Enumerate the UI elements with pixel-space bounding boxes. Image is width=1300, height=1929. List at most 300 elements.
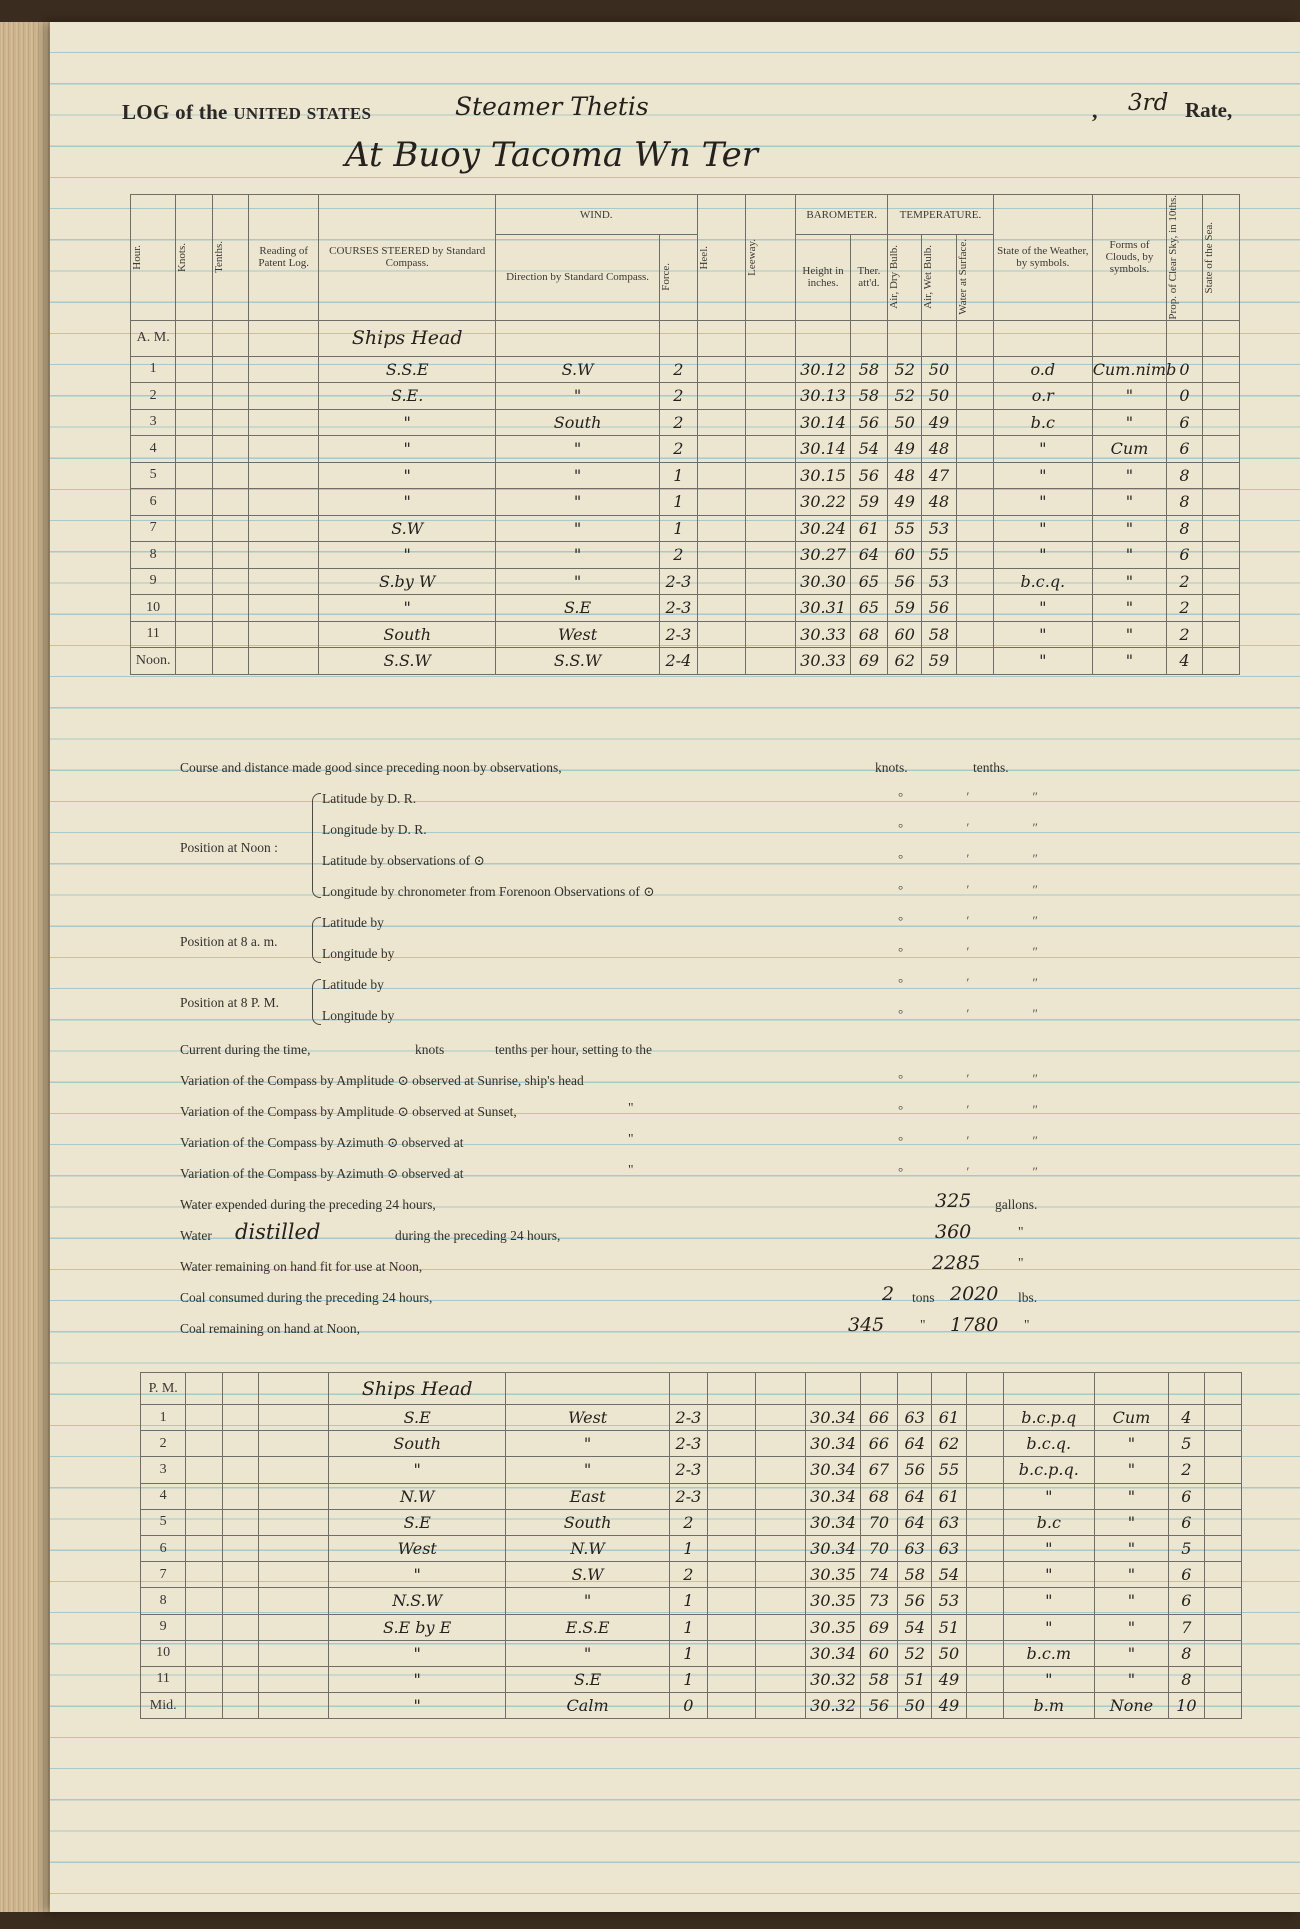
am-wind-force-cell: 2: [660, 356, 697, 383]
am-sea-state-cell: [1202, 648, 1239, 675]
pm-hour-cell: 11: [141, 1666, 186, 1692]
pm-row: [141, 1431, 1242, 1457]
am-clear-sky-cell: 6: [1167, 409, 1202, 436]
am-tenths-cell: [212, 409, 248, 436]
am-wind-direction-cell: ": [495, 568, 659, 595]
pm-clear-sky-cell: 10: [1169, 1693, 1204, 1719]
pm-weather-cell: ": [1003, 1483, 1094, 1509]
pm-leeway-cell: [755, 1535, 805, 1561]
pm-patent-log-cell: [258, 1614, 329, 1640]
pm-weather-cell: b.c.p.q.: [1003, 1457, 1094, 1483]
pm-hour-cell: 5: [141, 1509, 186, 1535]
pm-heel-cell: [707, 1693, 755, 1719]
water-distilled-rest: during the preceding 24 hours,: [395, 1228, 561, 1243]
am-clouds-cell: ": [1092, 489, 1167, 516]
pm-water-surface-cell: [966, 1535, 1003, 1561]
am-sea-state-cell: [1202, 515, 1239, 542]
pm-clouds-cell: ": [1094, 1483, 1169, 1509]
pm-tenths-cell: [222, 1693, 258, 1719]
pm-tenths-cell: [222, 1431, 258, 1457]
am-row: [131, 356, 1240, 383]
pm-course-cell: West: [329, 1535, 505, 1561]
pm-tenths-cell: [222, 1509, 258, 1535]
am-clouds-cell: ": [1092, 542, 1167, 569]
am-ther-attd-cell: 61: [850, 515, 887, 542]
pm-weather-cell: b.c.q.: [1003, 1431, 1094, 1457]
pm-heel-cell: [707, 1535, 755, 1561]
am-wind-direction-cell: ": [495, 383, 659, 410]
pm-wind-direction-cell: S.W: [505, 1562, 669, 1588]
am-wind-force-cell: 2: [660, 409, 697, 436]
pm-wind-direction-cell: West: [505, 1405, 669, 1431]
pm-wind-force-cell: 1: [670, 1614, 707, 1640]
am-clear-sky-cell: 4: [1167, 648, 1202, 675]
pm-tenths-cell: [222, 1457, 258, 1483]
am-course-cell: ": [319, 595, 495, 622]
pm-air-dry-cell: 52: [898, 1640, 932, 1666]
am-heel-cell: [697, 595, 745, 622]
pm-wind-direction-cell: South: [505, 1509, 669, 1535]
pm-water-surface-cell: [966, 1693, 1003, 1719]
am-wind-force-cell: 2: [660, 542, 697, 569]
pm-clear-sky-cell: 6: [1169, 1588, 1204, 1614]
pm-wind-direction-cell: ": [505, 1588, 669, 1614]
pm-ther-attd-cell: 60: [860, 1640, 897, 1666]
water-remaining-ditto: ": [1018, 1255, 1024, 1270]
pm-patent-log-cell: [258, 1457, 329, 1483]
am-wind-force-cell: 2-3: [660, 621, 697, 648]
pm-air-wet-cell: 55: [932, 1457, 966, 1483]
pm-wind-direction-cell: S.E: [505, 1666, 669, 1692]
am-course-cell: ": [319, 436, 495, 463]
col-hour: Hour.: [131, 195, 176, 321]
am-air-wet-cell: 58: [922, 621, 956, 648]
pm-heel-cell: [707, 1431, 755, 1457]
lat-8am-label: Latitude by: [322, 915, 384, 930]
am-ther-attd-cell: 56: [850, 462, 887, 489]
pm-water-surface-cell: [966, 1562, 1003, 1588]
pm-wind-force-cell: 1: [670, 1535, 707, 1561]
am-ther-attd-cell: 58: [850, 383, 887, 410]
am-wind-direction-cell: ": [495, 489, 659, 516]
pm-course-cell: S.E: [329, 1509, 505, 1535]
pm-wind-force-cell: 2: [670, 1562, 707, 1588]
pm-knots-cell: [186, 1666, 222, 1692]
am-air-dry-cell: 62: [888, 648, 922, 675]
pm-weather-cell: ": [1003, 1588, 1094, 1614]
pm-tenths-cell: [222, 1535, 258, 1561]
am-clear-sky-cell: 6: [1167, 436, 1202, 463]
am-heel-cell: [697, 621, 745, 648]
pm-air-dry-cell: 51: [898, 1666, 932, 1692]
am-patent-log-cell: [248, 462, 319, 489]
pm-knots-cell: [186, 1535, 222, 1561]
am-hour-cell: 3: [131, 409, 176, 436]
am-row: [131, 648, 1240, 675]
am-barometer-cell: 30.30: [796, 568, 850, 595]
am-log-rows: [131, 356, 1240, 674]
am-knots-cell: [176, 356, 212, 383]
am-hour-cell: 1: [131, 356, 176, 383]
pm-ther-attd-cell: 66: [860, 1405, 897, 1431]
pm-weather-cell: b.c.m: [1003, 1640, 1094, 1666]
pm-hour-cell: Mid.: [141, 1693, 186, 1719]
var-azimuth2-ditto: ": [628, 1162, 634, 1177]
var-azimuth2-label: Variation of the Compass by Azimuth ⊙ observed at: [180, 1166, 464, 1181]
location-line: At Buoy Tacoma Wn Ter: [345, 135, 758, 175]
pm-ther-attd-cell: 67: [860, 1457, 897, 1483]
am-barometer-cell: 30.33: [796, 621, 850, 648]
am-tenths-cell: [212, 568, 248, 595]
pm-air-wet-cell: 51: [932, 1614, 966, 1640]
am-hour-cell: 9: [131, 568, 176, 595]
pm-row: [141, 1562, 1242, 1588]
pm-ther-attd-cell: 70: [860, 1535, 897, 1561]
pm-course-cell: ": [329, 1693, 505, 1719]
am-patent-log-cell: [248, 436, 319, 463]
pm-patent-log-cell: [258, 1535, 329, 1561]
pm-leeway-cell: [755, 1640, 805, 1666]
am-water-surface-cell: [956, 515, 993, 542]
pm-row: [141, 1483, 1242, 1509]
am-clouds-cell: ": [1092, 621, 1167, 648]
pm-barometer-cell: 30.34: [806, 1483, 860, 1509]
pm-hour-cell: 9: [141, 1614, 186, 1640]
am-water-surface-cell: [956, 383, 993, 410]
pm-leeway-cell: [755, 1431, 805, 1457]
pm-air-dry-cell: 56: [898, 1588, 932, 1614]
am-water-surface-cell: [956, 648, 993, 675]
pm-course-cell: ": [329, 1562, 505, 1588]
pm-patent-log-cell: [258, 1405, 329, 1431]
am-patent-log-cell: [248, 356, 319, 383]
am-heel-cell: [697, 383, 745, 410]
pm-ther-attd-cell: 68: [860, 1483, 897, 1509]
pm-weather-cell: b.c: [1003, 1509, 1094, 1535]
pm-water-surface-cell: [966, 1640, 1003, 1666]
water-distilled-ditto: ": [1018, 1224, 1024, 1239]
pm-air-dry-cell: 64: [898, 1509, 932, 1535]
am-barometer-cell: 30.14: [796, 409, 850, 436]
am-clear-sky-cell: 2: [1167, 595, 1202, 622]
am-barometer-cell: 30.31: [796, 595, 850, 622]
pm-water-surface-cell: [966, 1431, 1003, 1457]
coal-remaining-ditto: ": [920, 1317, 926, 1332]
pm-hour-cell: 7: [141, 1562, 186, 1588]
am-leeway-cell: [745, 383, 795, 410]
pm-leeway-cell: [755, 1666, 805, 1692]
am-wind-direction-cell: West: [495, 621, 659, 648]
am-sea-state-cell: [1202, 621, 1239, 648]
col-wind-direction: Direction by Standard Compass.: [495, 235, 659, 320]
pm-patent-log-cell: [258, 1693, 329, 1719]
col-air-dry: Air, Dry Bulb.: [888, 235, 922, 320]
pm-ther-attd-cell: 73: [860, 1588, 897, 1614]
col-sea: State of the Sea.: [1202, 195, 1239, 321]
am-course-cell: ": [319, 462, 495, 489]
pm-barometer-cell: 30.32: [806, 1693, 860, 1719]
pm-wind-force-cell: 2-3: [670, 1405, 707, 1431]
lbs-label: lbs.: [1018, 1290, 1038, 1305]
pm-clear-sky-cell: 8: [1169, 1640, 1204, 1666]
am-knots-cell: [176, 515, 212, 542]
pm-ther-attd-cell: 70: [860, 1509, 897, 1535]
am-barometer-cell: 30.12: [796, 356, 850, 383]
am-clear-sky-cell: 0: [1167, 356, 1202, 383]
pm-tenths-cell: [222, 1666, 258, 1692]
col-wind-force: Force.: [660, 235, 697, 320]
pm-air-wet-cell: 63: [932, 1509, 966, 1535]
am-knots-cell: [176, 648, 212, 675]
am-air-dry-cell: 60: [888, 542, 922, 569]
pm-barometer-cell: 30.34: [806, 1640, 860, 1666]
am-row: [131, 462, 1240, 489]
am-clear-sky-cell: 8: [1167, 515, 1202, 542]
am-clouds-cell: ": [1092, 568, 1167, 595]
pm-patent-log-cell: [258, 1640, 329, 1666]
am-leeway-cell: [745, 568, 795, 595]
pm-row: [141, 1666, 1242, 1692]
am-air-wet-cell: 53: [922, 568, 956, 595]
am-row: [131, 436, 1240, 463]
am-patent-log-cell: [248, 648, 319, 675]
am-hour-cell: 2: [131, 383, 176, 410]
pm-hour-cell: 6: [141, 1535, 186, 1561]
pm-leeway-cell: [755, 1457, 805, 1483]
pm-leeway-cell: [755, 1588, 805, 1614]
pm-heel-cell: [707, 1562, 755, 1588]
am-barometer-cell: 30.33: [796, 648, 850, 675]
pm-clouds-cell: ": [1094, 1535, 1169, 1561]
am-water-surface-cell: [956, 568, 993, 595]
current-knots-label: knots: [415, 1042, 445, 1057]
am-hour-cell: 4: [131, 436, 176, 463]
col-clouds: Forms of Clouds, by symbols.: [1092, 195, 1167, 321]
am-wind-direction-cell: ": [495, 436, 659, 463]
united-word: UNITED: [233, 104, 302, 123]
am-tenths-cell: [212, 542, 248, 569]
deg-lat-8pm: ° ′ ″: [898, 975, 1068, 990]
current-rest-label: tenths per hour, setting to the: [495, 1042, 652, 1057]
am-course-cell: S.W: [319, 515, 495, 542]
am-water-surface-cell: [956, 542, 993, 569]
am-air-dry-cell: 55: [888, 515, 922, 542]
pm-air-wet-cell: 50: [932, 1640, 966, 1666]
water-expended-value: 325: [935, 1190, 972, 1212]
am-patent-log-cell: [248, 515, 319, 542]
deg-lat-dr: ° ′ ″: [898, 789, 1068, 804]
coal-remaining-ditto2: ": [1024, 1317, 1030, 1332]
am-wind-force-cell: 2-4: [660, 648, 697, 675]
am-clouds-cell: ": [1092, 462, 1167, 489]
pm-tenths-cell: [222, 1614, 258, 1640]
am-leeway-cell: [745, 542, 795, 569]
am-knots-cell: [176, 436, 212, 463]
pm-clear-sky-cell: 6: [1169, 1509, 1204, 1535]
pm-barometer-cell: 30.34: [806, 1405, 860, 1431]
var-sunset-ditto: ": [628, 1100, 634, 1115]
am-ships-head: Ships Head: [319, 320, 495, 356]
col-heel: Heel.: [697, 195, 745, 321]
col-clear-sky: Prop. of Clear Sky, in 10ths.: [1167, 195, 1202, 321]
pm-clouds-cell: ": [1094, 1509, 1169, 1535]
header-comma: ,: [1092, 98, 1098, 123]
pm-clear-sky-cell: 6: [1169, 1483, 1204, 1509]
pm8-brace: [312, 979, 321, 1025]
pm-clouds-cell: ": [1094, 1614, 1169, 1640]
am-leeway-cell: [745, 436, 795, 463]
pm-air-dry-cell: 58: [898, 1562, 932, 1588]
am-wind-direction-cell: South: [495, 409, 659, 436]
am-sea-state-cell: [1202, 462, 1239, 489]
water-remaining-value: 2285: [932, 1252, 981, 1274]
am-air-dry-cell: 52: [888, 356, 922, 383]
tons-label: tons: [912, 1290, 935, 1305]
pm-hour-cell: 1: [141, 1405, 186, 1431]
am-ther-attd-cell: 65: [850, 595, 887, 622]
pm-log-table: [140, 1372, 1242, 1719]
pm-ther-attd-cell: 56: [860, 1693, 897, 1719]
am-ther-attd-cell: 69: [850, 648, 887, 675]
am-patent-log-cell: [248, 621, 319, 648]
pm-air-wet-cell: 62: [932, 1431, 966, 1457]
am-ther-attd-cell: 58: [850, 356, 887, 383]
pm-course-cell: ": [329, 1457, 505, 1483]
noon-brace: [312, 793, 321, 898]
pm-water-surface-cell: [966, 1405, 1003, 1431]
pm-weather-cell: b.c.p.q: [1003, 1405, 1094, 1431]
am-air-dry-cell: 49: [888, 489, 922, 516]
pm-wind-force-cell: 1: [670, 1666, 707, 1692]
pm-clouds-cell: ": [1094, 1640, 1169, 1666]
position-8pm-label: Position at 8 P. M.: [180, 995, 280, 1010]
am-barometer-cell: 30.27: [796, 542, 850, 569]
am-course-cell: ": [319, 409, 495, 436]
pm-leeway-cell: [755, 1614, 805, 1640]
var-sunset-label: Variation of the Compass by Amplitude ⊙ observed at Sunset,: [180, 1104, 517, 1119]
course-distance-line: Course and distance made good since preceding noon by observations,: [180, 760, 562, 775]
pm-sea-state-cell: [1204, 1535, 1241, 1561]
pm-water-surface-cell: [966, 1483, 1003, 1509]
pm-knots-cell: [186, 1431, 222, 1457]
coal-remaining-label: Coal remaining on hand at Noon,: [180, 1321, 360, 1336]
am-sea-state-cell: [1202, 489, 1239, 516]
pm-tenths-cell: [222, 1588, 258, 1614]
coal-remaining-lbs: 1780: [950, 1314, 999, 1336]
am-ther-attd-cell: 68: [850, 621, 887, 648]
pm-hour-cell: 8: [141, 1588, 186, 1614]
am-wind-direction-cell: ": [495, 462, 659, 489]
pm-air-dry-cell: 56: [898, 1457, 932, 1483]
knots-label: knots.: [875, 760, 908, 775]
am-knots-cell: [176, 621, 212, 648]
am-air-wet-cell: 55: [922, 542, 956, 569]
coal-consumed-lbs: 2020: [950, 1283, 999, 1305]
am-leeway-cell: [745, 356, 795, 383]
am-hour-cell: 5: [131, 462, 176, 489]
pm-air-wet-cell: 61: [932, 1405, 966, 1431]
pm-air-wet-cell: 53: [932, 1588, 966, 1614]
am-air-wet-cell: 50: [922, 383, 956, 410]
am-course-cell: S.by W: [319, 568, 495, 595]
long-dr-label: Longitude by D. R.: [322, 822, 427, 837]
pm-barometer-cell: 30.34: [806, 1509, 860, 1535]
pm-course-cell: South: [329, 1431, 505, 1457]
am-clouds-cell: ": [1092, 409, 1167, 436]
rate-number: 3rd: [1128, 90, 1169, 116]
am-knots-cell: [176, 595, 212, 622]
pm-leeway-cell: [755, 1509, 805, 1535]
long-chron-label: Longitude by chronometer from Forenoon Observations of ⊙: [322, 884, 655, 899]
am-patent-log-cell: [248, 489, 319, 516]
current-label: Current during the time,: [180, 1042, 311, 1057]
am-air-wet-cell: 50: [922, 356, 956, 383]
am-sea-state-cell: [1202, 595, 1239, 622]
pm-hour-cell: 4: [141, 1483, 186, 1509]
pm-weather-cell: ": [1003, 1562, 1094, 1588]
am-tenths-cell: [212, 489, 248, 516]
pm-ther-attd-cell: 74: [860, 1562, 897, 1588]
pm-clear-sky-cell: 7: [1169, 1614, 1204, 1640]
am-tenths-cell: [212, 462, 248, 489]
am-air-dry-cell: 49: [888, 436, 922, 463]
pm-knots-cell: [186, 1693, 222, 1719]
am-tenths-cell: [212, 383, 248, 410]
am-clear-sky-cell: 0: [1167, 383, 1202, 410]
pm-weather-cell: ": [1003, 1614, 1094, 1640]
am-knots-cell: [176, 568, 212, 595]
am-weather-cell: b.c: [993, 409, 1092, 436]
deg-long-8pm: ° ′ ″: [898, 1006, 1068, 1021]
am-heel-cell: [697, 436, 745, 463]
lat-dr-label: Latitude by D. R.: [322, 791, 417, 806]
col-patent-log: Reading of Patent Log.: [248, 195, 319, 321]
col-temperature: TEMPERATURE.: [888, 195, 994, 235]
pm-row: [141, 1405, 1242, 1431]
pm-air-wet-cell: 63: [932, 1535, 966, 1561]
log-word: LOG: [122, 100, 170, 124]
pm-air-dry-cell: 54: [898, 1614, 932, 1640]
pm-hour-cell: 10: [141, 1640, 186, 1666]
pm-barometer-cell: 30.32: [806, 1666, 860, 1692]
am-clouds-cell: ": [1092, 595, 1167, 622]
pm-knots-cell: [186, 1588, 222, 1614]
am-leeway-cell: [745, 595, 795, 622]
pm-ther-attd-cell: 58: [860, 1666, 897, 1692]
am-tenths-cell: [212, 356, 248, 383]
am-sea-state-cell: [1202, 409, 1239, 436]
pm-knots-cell: [186, 1509, 222, 1535]
pm-row: [141, 1535, 1242, 1561]
pm-heel-cell: [707, 1666, 755, 1692]
am-heel-cell: [697, 409, 745, 436]
deg-long-chron: ° ′ ″: [898, 882, 1068, 897]
long-8am-label: Longitude by: [322, 946, 395, 961]
am-knots-cell: [176, 383, 212, 410]
am-row: [131, 542, 1240, 569]
am-sea-state-cell: [1202, 436, 1239, 463]
pm-knots-cell: [186, 1483, 222, 1509]
am-wind-force-cell: 1: [660, 489, 697, 516]
col-wind: WIND.: [495, 195, 697, 235]
col-weather: State of the Weather, by symbols.: [993, 195, 1092, 321]
pm-water-surface-cell: [966, 1457, 1003, 1483]
am-water-surface-cell: [956, 436, 993, 463]
pm-water-surface-cell: [966, 1666, 1003, 1692]
pm-sea-state-cell: [1204, 1562, 1241, 1588]
pm-sea-state-cell: [1204, 1666, 1241, 1692]
pm-sea-state-cell: [1204, 1640, 1241, 1666]
